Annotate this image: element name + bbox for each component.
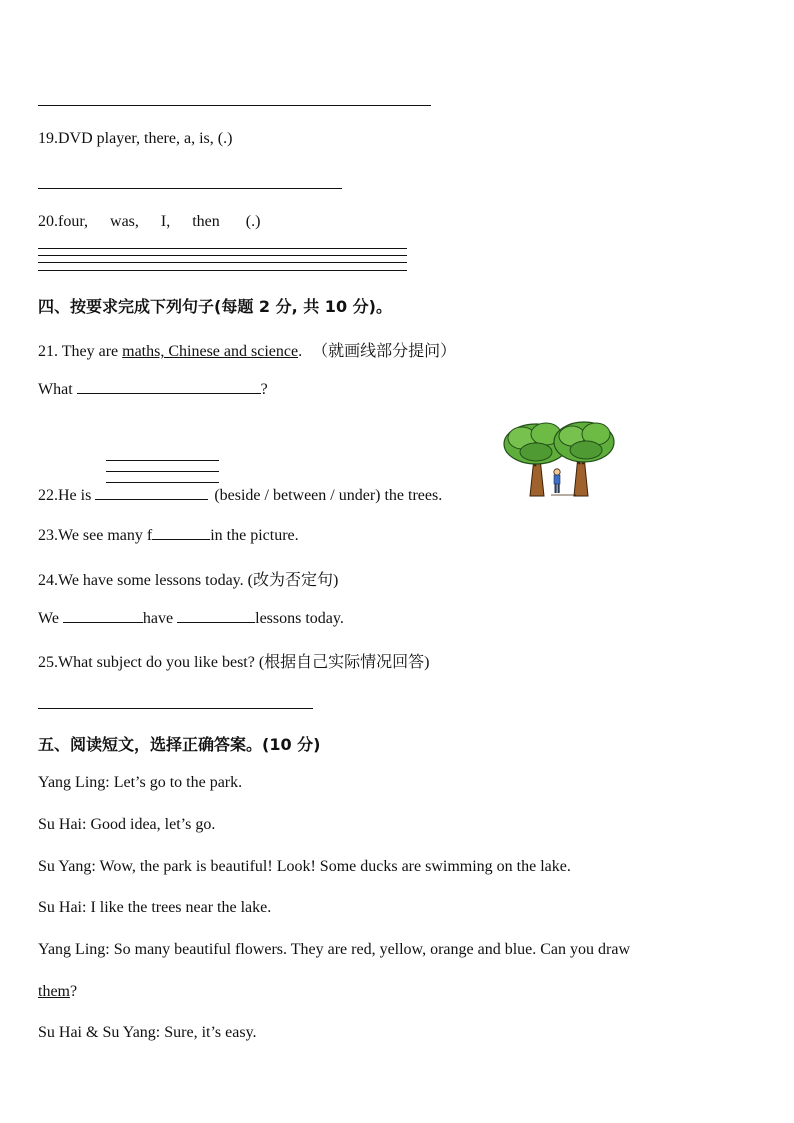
answer-24-have: have xyxy=(142,610,174,627)
answer-line-22b xyxy=(106,471,219,472)
question-20 xyxy=(38,213,260,231)
answer-21-prefix: What xyxy=(38,381,73,398)
answer-24-end: lessons today. xyxy=(255,610,344,627)
answer-line-22c xyxy=(106,482,219,483)
answer-line-25 xyxy=(38,708,313,709)
section-4-title: 四、按要求完成下列句子(每题 2 分, 共 10 分)。 xyxy=(38,297,392,316)
question-21-underlined: maths, Chinese and science xyxy=(122,343,299,360)
answer-24-blank-2[interactable] xyxy=(177,608,255,623)
answer-21-blank[interactable] xyxy=(77,379,261,394)
question-24: 24.We have some lessons today. (改为否定句) xyxy=(38,572,339,589)
dialogue-line-1: Yang Ling: Let’s go to the park. xyxy=(38,774,243,791)
answer-24-we: We xyxy=(38,610,59,627)
question-22-suffix: (beside / between / under) the trees. xyxy=(214,487,443,504)
answer-21 xyxy=(38,379,268,399)
answer-line-22a xyxy=(106,460,219,461)
answer-24 xyxy=(38,608,344,628)
question-21-number: 21 xyxy=(38,343,54,360)
answer-line-20d xyxy=(38,270,407,271)
section-5-title: 五、阅读短文，选择正确答案。(10 分) xyxy=(38,735,321,754)
dialogue-line-5: Yang Ling: So many beautiful flowers. They are red, yellow, orange and blue. Can you draw xyxy=(38,941,631,958)
answer-line-19 xyxy=(38,188,342,189)
answer-line-20a xyxy=(38,248,407,249)
answer-22-blank[interactable] xyxy=(95,485,208,500)
word-4: (.) xyxy=(245,213,261,230)
dialogue-question-mark: ? xyxy=(70,983,78,1000)
dialogue-them: them xyxy=(38,983,70,1000)
question-21-post: . xyxy=(298,343,303,360)
dialogue-line-7: Su Hai & Su Yang: Sure, it’s easy. xyxy=(38,1024,257,1041)
question-20-number: 20. xyxy=(38,213,58,230)
dialogue-line-3: Su Yang: Wow, the park is beautiful! Look! Some ducks are swimming on the lake. xyxy=(38,858,571,875)
dialogue-line-6 xyxy=(38,983,77,1001)
word-0: four, xyxy=(58,213,89,230)
question-22-prefix: 22.He is xyxy=(38,487,92,504)
answer-line-20b xyxy=(38,255,407,256)
word-2: I, xyxy=(160,213,171,230)
answer-23-blank[interactable] xyxy=(152,525,210,540)
question-22 xyxy=(38,485,442,505)
question-23-suffix: in the picture. xyxy=(210,527,299,544)
question-19: 19.DVD player, there, a, is, (.) xyxy=(38,130,233,147)
question-21-pre: . They are xyxy=(54,343,123,360)
answer-21-suffix: ? xyxy=(260,381,268,398)
trees-picture xyxy=(500,420,616,498)
question-21-note: （就画线部分提问） xyxy=(312,343,457,360)
dialogue-line-2: Su Hai: Good idea, let’s go. xyxy=(38,816,216,833)
answer-24-blank-1[interactable] xyxy=(63,608,143,623)
question-25: 25.What subject do you like best? (根据自己实际情况回答) xyxy=(38,654,430,671)
word-1: was, xyxy=(110,213,139,230)
word-3: then xyxy=(192,213,220,230)
question-23-prefix: 23.We see many f xyxy=(38,527,153,544)
question-21 xyxy=(38,338,456,361)
question-23 xyxy=(38,525,299,545)
dialogue-line-4: Su Hai: I like the trees near the lake. xyxy=(38,899,272,916)
answer-line-20c xyxy=(38,262,407,263)
answer-line-18 xyxy=(38,105,431,106)
